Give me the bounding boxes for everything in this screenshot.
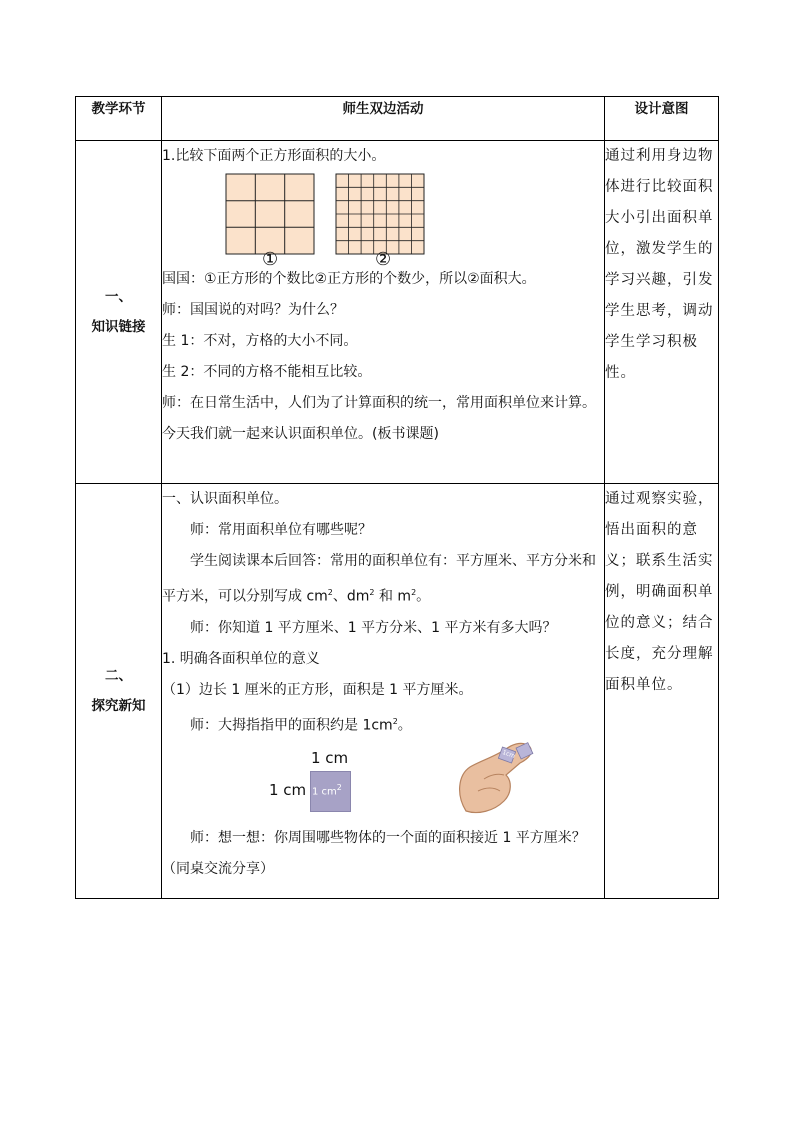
square-2-label: ② — [375, 249, 392, 270]
table-header-row — [76, 97, 719, 141]
text-line: 师：你知道 1 平方厘米、1 平方分米、1 平方米有多大吗？ — [190, 619, 557, 636]
hand-unit-label: 1cm — [501, 749, 516, 761]
text-line: （1）边长 1 厘米的正方形，面积是 1 平方厘米。 — [162, 681, 473, 698]
text-line: 师：在日常生活中，人们为了计算面积的统一，常用面积单位来计算。今天我们就一起来认识面积单位。(板书课题) — [162, 395, 596, 442]
stage-name: 知识链接 — [91, 319, 146, 335]
stage-number: 二、 — [105, 668, 132, 684]
stage-cell-1 — [76, 141, 162, 484]
lesson-plan-table — [75, 96, 719, 899]
text-line: 生 2：不同的方格不能相互比较。 — [162, 364, 372, 380]
header-stage: 教学环节 — [76, 97, 162, 141]
text-line: 1. 明确各面积单位的意义 — [162, 650, 320, 667]
section-row-1 — [76, 141, 719, 484]
activity-cell-1 — [162, 141, 605, 484]
text-line: 学生阅读课本后回答：常用的面积单位有：平方厘米、平方分米和平方米，可以分别写成 $cm^2$、$dm^2$ 和 $m^2$。 — [162, 553, 596, 605]
stage-name: 探究新知 — [91, 698, 146, 714]
stage-number: 一、 — [105, 289, 132, 305]
text-line: 生 1：不对，方格的大小不同。 — [162, 333, 358, 349]
text-line: 1.比较下面两个正方形面积的大小。 — [162, 148, 386, 164]
header-intent: 设计意图 — [605, 97, 719, 141]
text-line: 国国：①正方形的个数比②正方形的个数少，所以②面积大。 — [162, 271, 536, 287]
square-1-grid — [226, 174, 314, 254]
stage-cell-2 — [76, 484, 162, 899]
intent-cell-2: 通过观察实验，悟出面积的意义；联系生活实例，明确面积单位的意义；结合长度，充分理解面积单位。 — [605, 484, 719, 899]
text-line: 师：大拇指指甲的面积约是 $1cm^2$。 — [190, 716, 412, 734]
thumb-nail-icon — [454, 735, 544, 815]
square-comparison-figure — [162, 172, 604, 270]
text-line: 师：国国说的对吗？为什么？ — [162, 302, 344, 318]
text-line: 师：常用面积单位有哪些呢？ — [190, 522, 372, 538]
unit-square-label: 1 $cm^2$ — [312, 783, 342, 798]
activity-cell-2 — [162, 484, 605, 899]
square-centimeter-figure — [162, 741, 604, 823]
unit-left-label: 1 cm — [269, 781, 307, 800]
square-2-grid — [336, 174, 424, 254]
text-line: 师：想一想：你周围哪些物体的一个面的面积接近 1 平方厘米？（同桌交流分享） — [162, 830, 586, 878]
intent-cell-1: 通过利用身边物体进行比较面积大小引出面积单位，激发学生的学习兴趣，引发学生思考，调动学生学习积极性。 — [605, 141, 719, 484]
header-activity: 师生双边活动 — [162, 97, 605, 141]
section-row-2 — [76, 484, 719, 899]
text-line: 一、认识面积单位。 — [162, 491, 288, 507]
square-1-label: ① — [262, 249, 279, 270]
unit-top-label: 1 cm — [311, 749, 349, 768]
